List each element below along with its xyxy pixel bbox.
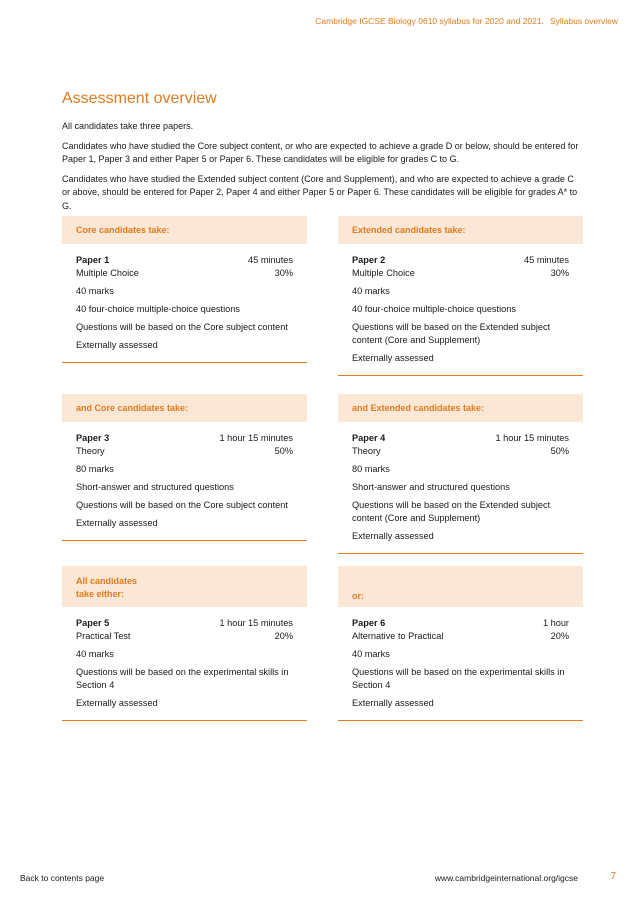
box-body xyxy=(338,607,583,721)
paper-type: Multiple Choice xyxy=(76,268,139,278)
paper-basis: Questions will be based on the Core subject content xyxy=(76,500,288,510)
paper-duration: 45 minutes xyxy=(524,255,569,265)
box-heading: Core candidates take: xyxy=(62,216,307,244)
intro-paragraph: All candidates take three papers. xyxy=(62,121,194,131)
page-number: 7 xyxy=(610,871,616,882)
paper-weight: 50% xyxy=(274,446,293,456)
paper-box-practical-6 xyxy=(338,566,583,721)
box-heading: All candidates take either: xyxy=(62,566,307,607)
paper-type: Theory xyxy=(76,446,105,456)
paper-description: 40 four-choice multiple-choice questions xyxy=(76,304,240,314)
box-heading: and Extended candidates take: xyxy=(338,394,583,422)
header-doc-title: Cambridge IGCSE Biology 0610 syllabus for 2020 and 2021. xyxy=(315,16,544,26)
box-heading: and Core candidates take: xyxy=(62,394,307,422)
website-url-link[interactable]: www.cambridgeinternational.org/igcse xyxy=(434,873,578,883)
paper-type: Practical Test xyxy=(76,631,131,641)
paper-basis: Questions will be based on the Core subject content xyxy=(76,322,288,332)
paper-type: Alternative to Practical xyxy=(352,631,444,641)
box-heading: Extended candidates take: xyxy=(338,216,583,244)
paper-duration: 45 minutes xyxy=(248,255,293,265)
paper-name: Paper 4 xyxy=(352,433,386,443)
intro-paragraph: Candidates who have studied the Core subject content, or who are expected to achieve a grade D or below, should be entered for Paper 1, Paper 3 and either Paper 5 or Paper 6. These candidates will be eligible for grades C to G. xyxy=(62,140,579,164)
back-to-contents-link[interactable]: Back to contents page xyxy=(20,873,105,883)
box-body xyxy=(338,422,583,554)
paper-weight: 20% xyxy=(550,631,569,641)
paper-type: Multiple Choice xyxy=(352,268,415,278)
paper-box-core-3 xyxy=(62,394,307,541)
paper-weight: 30% xyxy=(550,268,569,278)
paper-marks: 40 marks xyxy=(76,649,114,659)
box-body xyxy=(62,422,307,541)
box-body xyxy=(338,244,583,376)
paper-name: Paper 2 xyxy=(352,255,386,265)
paper-weight: 30% xyxy=(274,268,293,278)
paper-duration: 1 hour 15 minutes xyxy=(495,433,569,443)
paper-marks: 40 marks xyxy=(76,286,114,296)
page-title: Assessment overview xyxy=(62,90,217,107)
paper-basis: Questions will be based on the experimental skills in Section 4 xyxy=(76,667,289,690)
paper-assessment: Externally assessed xyxy=(352,353,434,363)
paper-basis: Questions will be based on the Extended subject content (Core and Supplement) xyxy=(352,322,551,345)
intro-paragraph: Candidates who have studied the Extended subject content (Core and Supplement), and who are expected to achieve a grade C or above, should be entered for Paper 2, Paper 4 and either Paper 5 or Paper 6. These candidates will be eligible for grades A* to G. xyxy=(62,173,578,211)
intro-text xyxy=(62,120,582,219)
box-body xyxy=(62,607,307,721)
paper-box-extended-4 xyxy=(338,394,583,554)
paper-marks: 40 marks xyxy=(352,286,390,296)
paper-box-core-1 xyxy=(62,216,307,363)
paper-duration: 1 hour 15 minutes xyxy=(219,433,293,443)
paper-marks: 40 marks xyxy=(352,649,390,659)
paper-name: Paper 6 xyxy=(352,618,386,628)
paper-weight: 50% xyxy=(550,446,569,456)
paper-name: Paper 3 xyxy=(76,433,110,443)
paper-description: 40 four-choice multiple-choice questions xyxy=(352,304,516,314)
running-header xyxy=(315,16,618,26)
paper-assessment: Externally assessed xyxy=(352,698,434,708)
paper-assessment: Externally assessed xyxy=(76,340,158,350)
paper-box-practical-5 xyxy=(62,566,307,721)
paper-description: Short-answer and structured questions xyxy=(76,482,234,492)
box-body xyxy=(62,244,307,363)
paper-name: Paper 5 xyxy=(76,618,110,628)
paper-marks: 80 marks xyxy=(352,464,390,474)
box-heading: or: xyxy=(338,566,583,607)
paper-basis: Questions will be based on the experimental skills in Section 4 xyxy=(352,667,565,690)
paper-marks: 80 marks xyxy=(76,464,114,474)
paper-box-extended-2 xyxy=(338,216,583,376)
paper-assessment: Externally assessed xyxy=(76,698,158,708)
paper-duration: 1 hour 15 minutes xyxy=(219,618,293,628)
paper-basis: Questions will be based on the Extended subject content (Core and Supplement) xyxy=(352,500,551,523)
paper-weight: 20% xyxy=(274,631,293,641)
header-section: Syllabus overview xyxy=(549,16,618,26)
paper-description: Short-answer and structured questions xyxy=(352,482,510,492)
paper-assessment: Externally assessed xyxy=(352,531,434,541)
paper-name: Paper 1 xyxy=(76,255,110,265)
paper-type: Theory xyxy=(352,446,381,456)
paper-assessment: Externally assessed xyxy=(76,518,158,528)
paper-duration: 1 hour xyxy=(542,618,569,628)
